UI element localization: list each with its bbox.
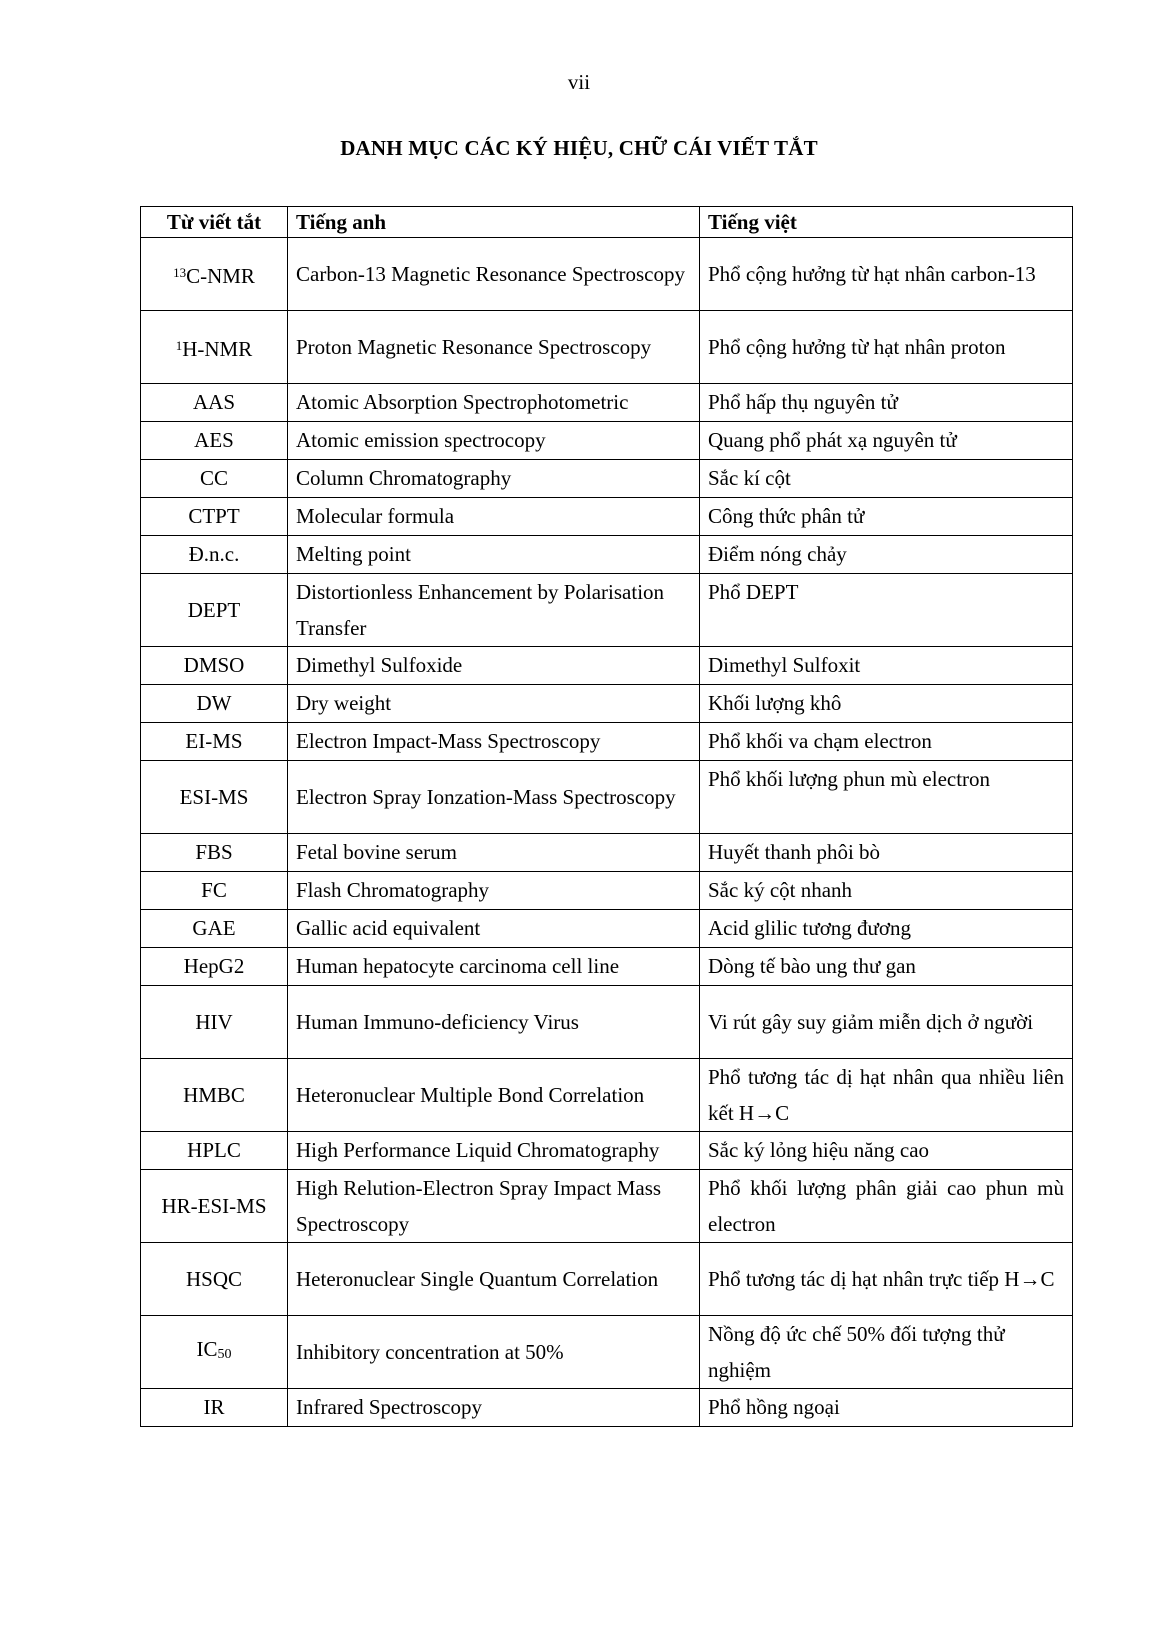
english-cell: Heteronuclear Multiple Bond Correlation [288, 1059, 700, 1132]
abbreviation-cell [141, 311, 288, 384]
english-cell: Flash Chromatography [288, 872, 700, 910]
vietnamese-cell: Sắc ký cột nhanh [700, 872, 1073, 910]
vietnamese-cell: Vi rút gây suy giảm miễn dịch ở người [700, 986, 1073, 1059]
english-cell: Electron Spray Ionzation-Mass Spectroscopy [288, 761, 700, 834]
vietnamese-cell: Huyết thanh phôi bò [700, 834, 1073, 872]
table-row [141, 460, 1073, 498]
abbreviation-cell: Đ.n.c. [141, 536, 288, 574]
table-row [141, 685, 1073, 723]
english-cell: Human hepatocyte carcinoma cell line [288, 948, 700, 986]
table-row [141, 1243, 1073, 1316]
vietnamese-cell: Phổ tương tác dị hạt nhân qua nhiều liên kết H→C [700, 1059, 1073, 1132]
english-cell: Infrared Spectroscopy [288, 1389, 700, 1427]
abbreviation-cell: HMBC [141, 1059, 288, 1132]
abbreviation-cell: DEPT [141, 574, 288, 647]
abbreviation-cell: GAE [141, 910, 288, 948]
page-title: DANH MỤC CÁC KÝ HIỆU, CHỮ CÁI VIẾT TẮT [340, 136, 818, 160]
page-number: vii [567, 70, 591, 94]
abbreviation-cell: HR-ESI-MS [141, 1170, 288, 1243]
abbreviation-cell: CTPT [141, 498, 288, 536]
superscript: 1 [175, 337, 183, 353]
english-cell: High Performance Liquid Chromatography [288, 1132, 700, 1170]
abbreviation-cell: DW [141, 685, 288, 723]
table-row [141, 723, 1073, 761]
abbreviation-cell: HIV [141, 986, 288, 1059]
english-cell: Dimethyl Sulfoxide [288, 647, 700, 685]
header-english: Tiếng anh [288, 207, 700, 238]
vietnamese-cell: Phổ hồng ngoại [700, 1389, 1073, 1427]
table-row [141, 834, 1073, 872]
table-row [141, 1170, 1073, 1243]
vietnamese-cell: Sắc kí cột [700, 460, 1073, 498]
table-row [141, 498, 1073, 536]
abbreviation-cell: HPLC [141, 1132, 288, 1170]
abbreviation-cell: ESI-MS [141, 761, 288, 834]
table-row [141, 422, 1073, 460]
table-row [141, 986, 1073, 1059]
abbreviation-cell: DMSO [141, 647, 288, 685]
table-row [141, 536, 1073, 574]
abbreviation-cell: IR [141, 1389, 288, 1427]
table-row [141, 948, 1073, 986]
english-cell: Carbon-13 Magnetic Resonance Spectroscopy [288, 238, 700, 311]
vietnamese-cell: Acid glilic tương đương [700, 910, 1073, 948]
vietnamese-cell: Phổ hấp thụ nguyên tử [700, 384, 1073, 422]
table-row [141, 910, 1073, 948]
english-cell: Column Chromatography [288, 460, 700, 498]
table-row [141, 1389, 1073, 1427]
vietnamese-cell: Phổ tương tác dị hạt nhân trực tiếp H→C [700, 1243, 1073, 1316]
english-cell: Inhibitory concentration at 50% [288, 1316, 700, 1389]
table-row [141, 647, 1073, 685]
abbreviation-cell: AES [141, 422, 288, 460]
table-row [141, 872, 1073, 910]
abbreviation-cell: FC [141, 872, 288, 910]
english-cell: Distortionless Enhancement by Polarisation Transfer [288, 574, 700, 647]
english-cell: Dry weight [288, 685, 700, 723]
table-row [141, 238, 1073, 311]
abbreviation-cell [141, 1316, 288, 1389]
english-cell: Human Immuno-deficiency Virus [288, 986, 700, 1059]
english-cell: Fetal bovine serum [288, 834, 700, 872]
vietnamese-cell: Phổ khối va chạm electron [700, 723, 1073, 761]
english-cell: Melting point [288, 536, 700, 574]
vietnamese-cell: Điểm nóng chảy [700, 536, 1073, 574]
table-row [141, 1059, 1073, 1132]
abbreviation-cell: HepG2 [141, 948, 288, 986]
abbreviation-table [140, 206, 1073, 1427]
table-header-row [141, 207, 1073, 238]
vietnamese-cell: Dimethyl Sulfoxit [700, 647, 1073, 685]
vietnamese-cell: Phổ khối lượng phun mù electron [700, 761, 1073, 834]
abbreviation-cell: FBS [141, 834, 288, 872]
subscript: 50 [217, 1347, 232, 1362]
table-row [141, 311, 1073, 384]
english-cell: Atomic emission spectrocopy [288, 422, 700, 460]
abbreviation-cell: AAS [141, 384, 288, 422]
table-row [141, 1132, 1073, 1170]
table-row [141, 1316, 1073, 1389]
header-vietnamese: Tiếng việt [700, 207, 1073, 238]
abbreviation-text: C-NMR [186, 263, 255, 288]
abbreviation-text: H-NMR [182, 336, 253, 361]
vietnamese-cell: Công thức phân tử [700, 498, 1073, 536]
english-cell: Heteronuclear Single Quantum Correlation [288, 1243, 700, 1316]
vietnamese-cell: Phổ cộng hưởng từ hạt nhân proton [700, 311, 1073, 384]
english-cell: Atomic Absorption Spectrophotometric [288, 384, 700, 422]
abbreviation-cell: CC [141, 460, 288, 498]
vietnamese-cell: Phổ khối lượng phân giải cao phun mù electron [700, 1170, 1073, 1243]
vietnamese-cell: Phổ cộng hưởng từ hạt nhân carbon-13 [700, 238, 1073, 311]
abbreviation-cell: HSQC [141, 1243, 288, 1316]
english-cell: High Relution-Electron Spray Impact Mass Spectroscopy [288, 1170, 700, 1243]
abbreviation-text: IC [196, 1337, 218, 1361]
abbreviation-cell [141, 238, 288, 311]
table-row [141, 574, 1073, 647]
english-cell: Electron Impact-Mass Spectroscopy [288, 723, 700, 761]
vietnamese-cell: Quang phổ phát xạ nguyên tử [700, 422, 1073, 460]
table-row [141, 761, 1073, 834]
vietnamese-cell: Nồng độ ức chế 50% đối tượng thử nghiệm [700, 1316, 1073, 1389]
vietnamese-cell: Dòng tế bào ung thư gan [700, 948, 1073, 986]
vietnamese-cell: Phổ DEPT [700, 574, 1073, 647]
english-cell: Proton Magnetic Resonance Spectroscopy [288, 311, 700, 384]
english-cell: Molecular formula [288, 498, 700, 536]
table-row [141, 384, 1073, 422]
header-abbreviation: Từ viết tắt [141, 207, 288, 238]
vietnamese-cell: Sắc ký lỏng hiệu năng cao [700, 1132, 1073, 1170]
superscript: 13 [173, 264, 187, 280]
english-cell: Gallic acid equivalent [288, 910, 700, 948]
abbreviation-cell: EI-MS [141, 723, 288, 761]
vietnamese-cell: Khối lượng khô [700, 685, 1073, 723]
